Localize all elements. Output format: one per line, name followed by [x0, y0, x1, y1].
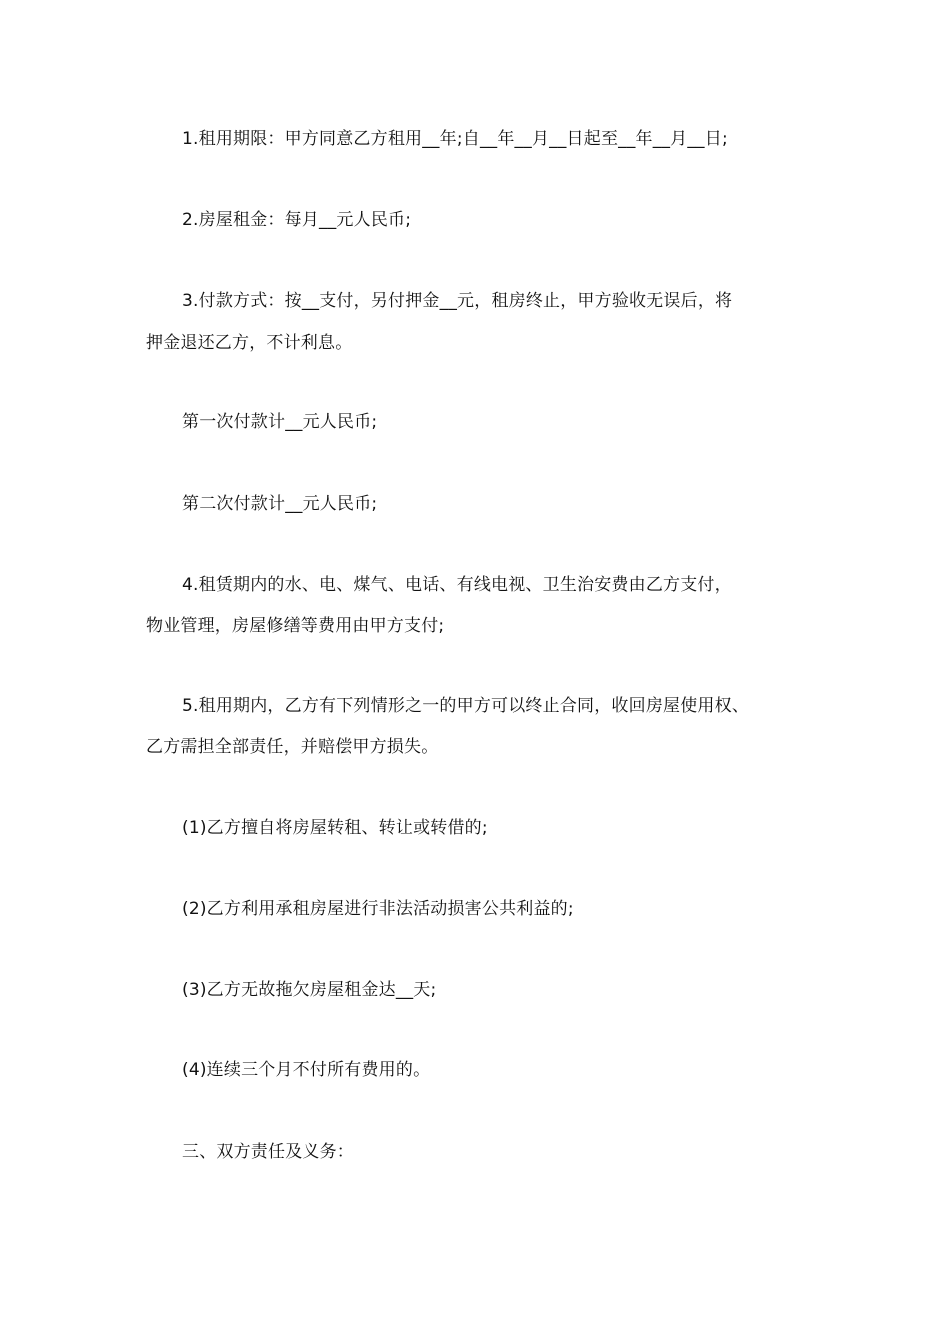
condition-3: (3)乙方无故拖欠房屋租金达__天; — [182, 980, 437, 1000]
condition-2: (2)乙方利用承租房屋进行非法活动损害公共利益的; — [182, 899, 574, 919]
clause-1-lease-term: 1.租用期限：甲方同意乙方租用__年;自__年__月__日起至__年__月__日; — [182, 129, 728, 149]
section-3-heading: 三、双方责任及义务： — [182, 1142, 354, 1162]
first-payment: 第一次付款计__元人民币; — [182, 412, 378, 432]
clause-4-utilities: 4.租赁期内的水、电、煤气、电话、有线电视、卫生治安费由乙方支付， — [182, 575, 732, 595]
clause-4-utilities-cont: 物业管理，房屋修缮等费用由甲方支付; — [146, 616, 445, 636]
condition-1: (1)乙方擅自将房屋转租、转让或转借的; — [182, 818, 488, 838]
clause-5-termination: 5.租用期内，乙方有下列情形之一的甲方可以终止合同，收回房屋使用权、 — [182, 696, 750, 716]
clause-2-rent: 2.房屋租金：每月__元人民币; — [182, 210, 412, 230]
clause-5-termination-cont: 乙方需担全部责任，并赔偿甲方损失。 — [146, 737, 439, 757]
clause-3-payment-method-cont: 押金退还乙方，不计利息。 — [146, 333, 353, 353]
clause-3-payment-method: 3.付款方式：按__支付，另付押金__元，租房终止，甲方验收无误后，将 — [182, 291, 733, 311]
condition-4: (4)连续三个月不付所有费用的。 — [182, 1060, 431, 1080]
second-payment: 第二次付款计__元人民币; — [182, 494, 378, 514]
